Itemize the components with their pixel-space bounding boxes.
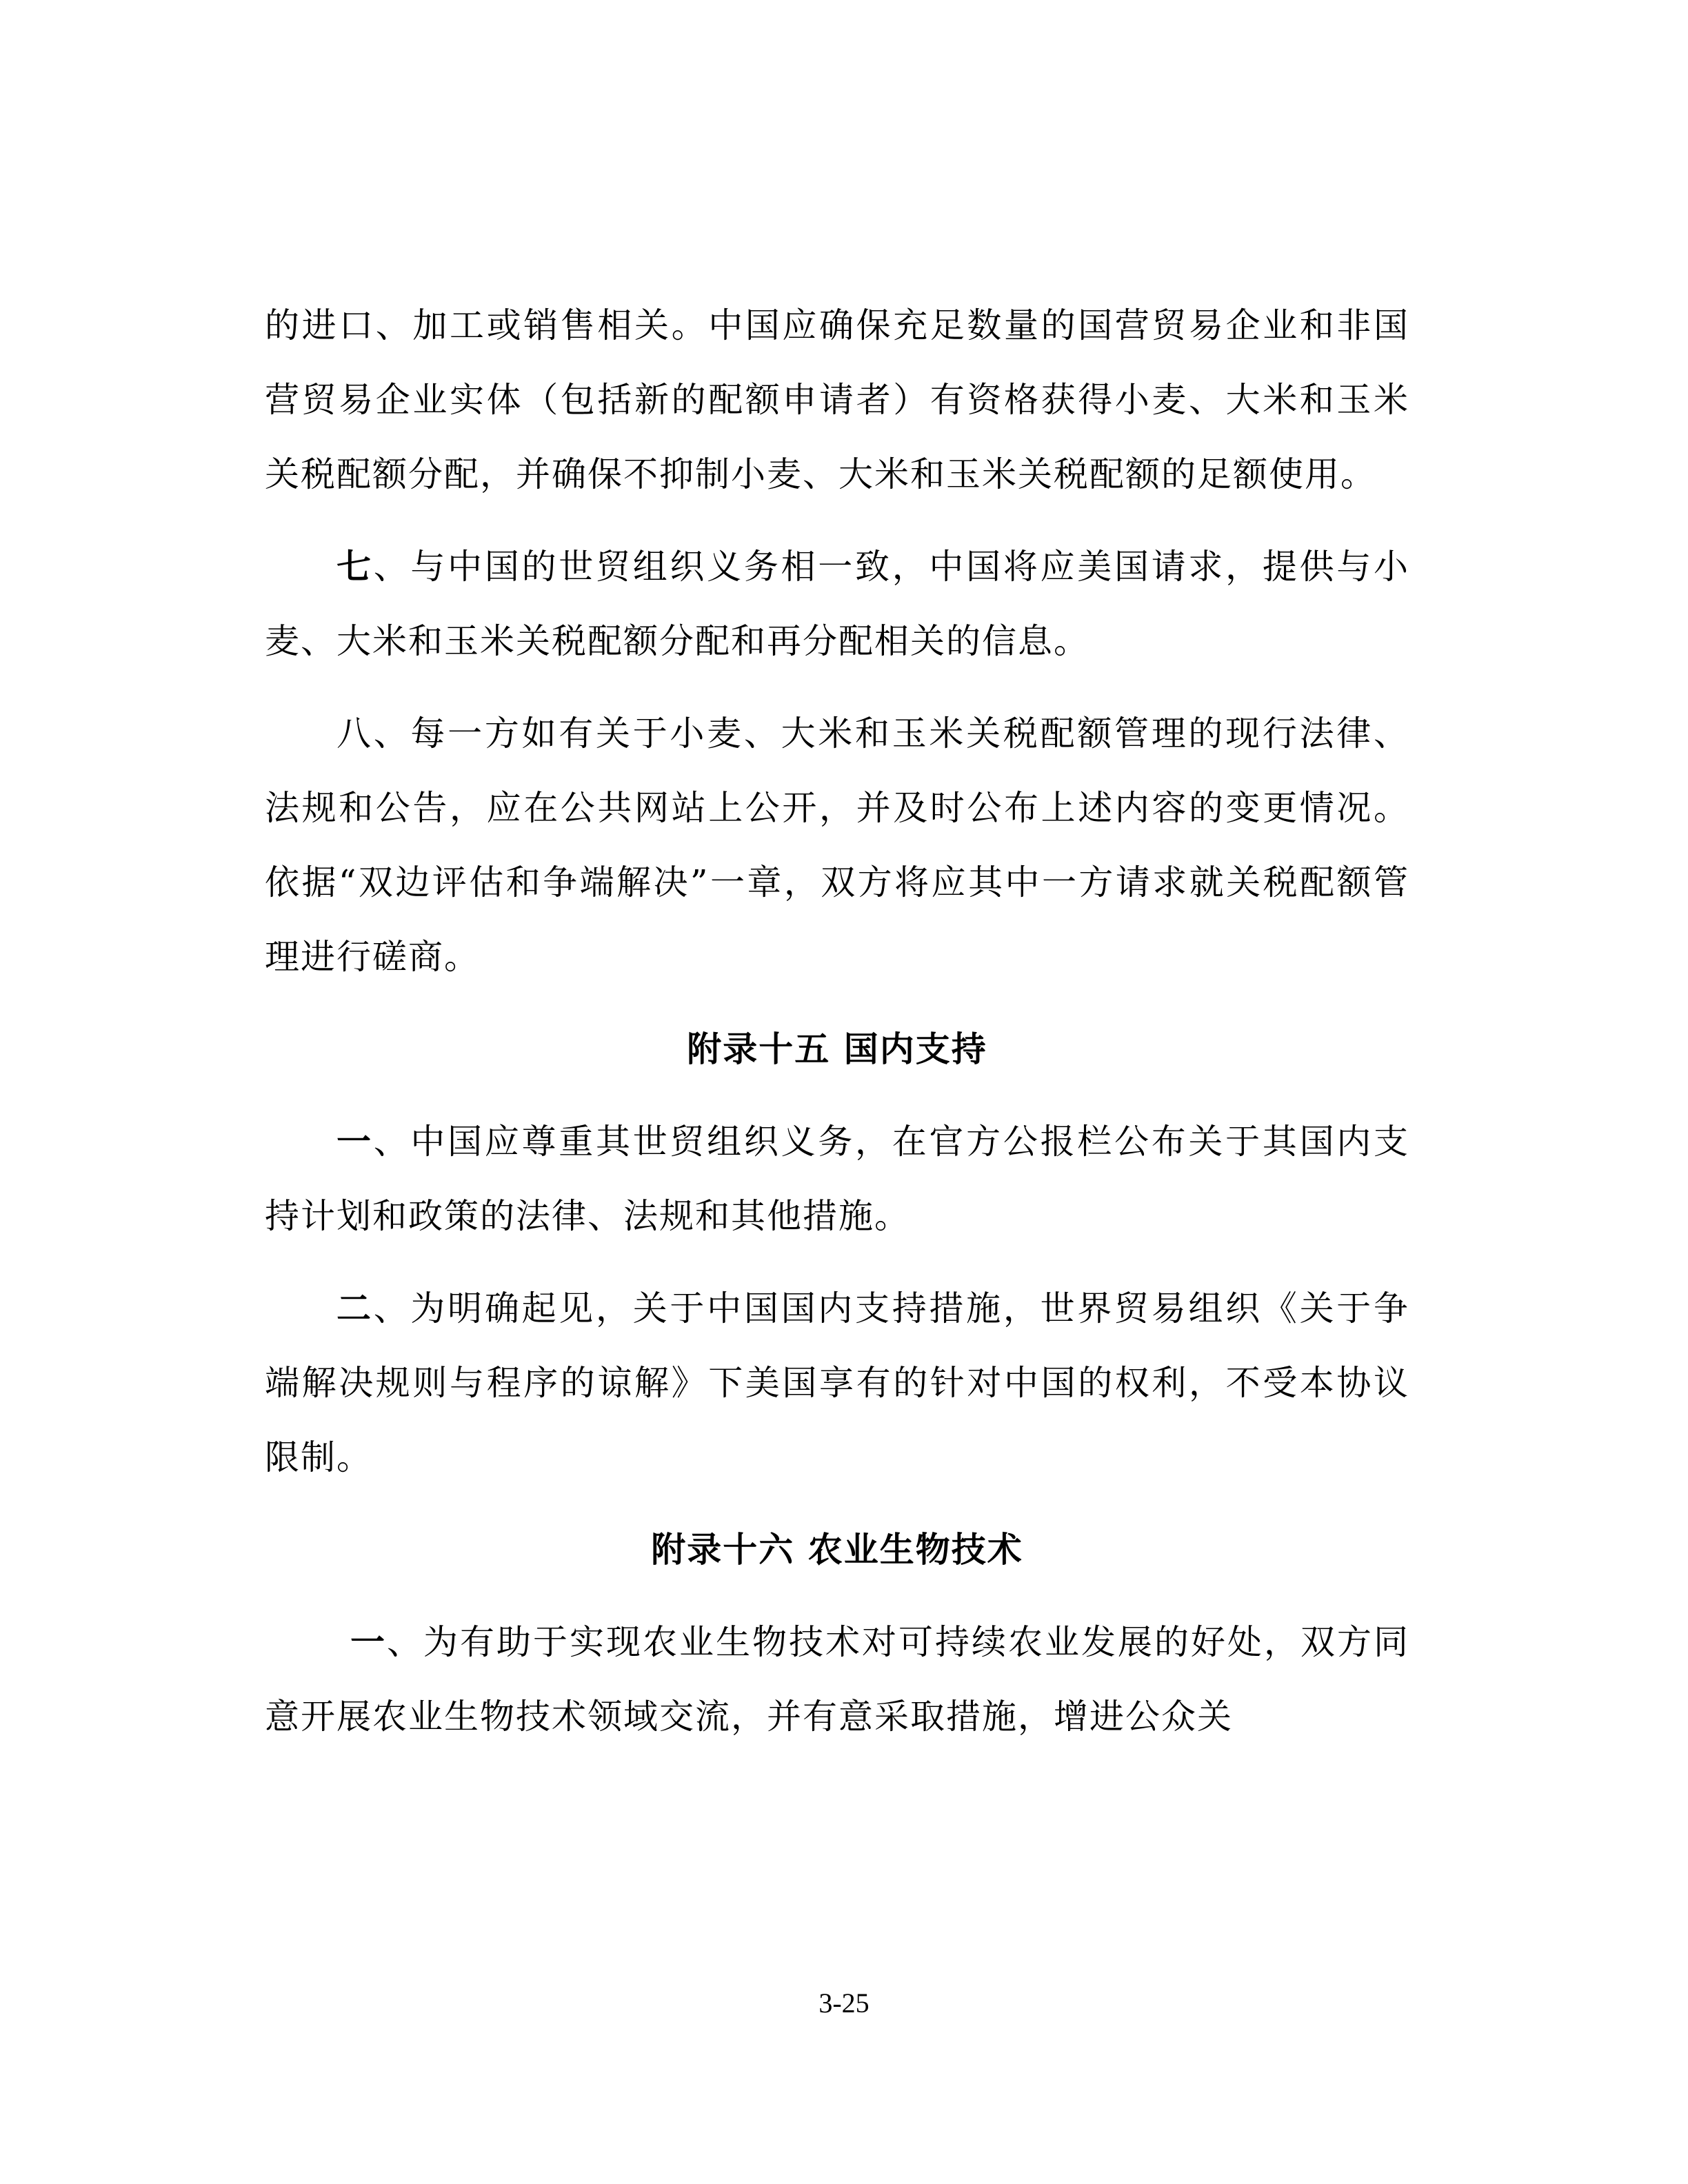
paragraph-number: 二	[336, 1288, 374, 1328]
appendix-15-heading: 附录十五 国内支持	[687, 1029, 987, 1069]
appendix-16-paragraph-one	[265, 1605, 1409, 1754]
appendix-15-paragraph-two	[265, 1271, 1409, 1495]
paragraph-text: 八、每一方如有关于小麦、大米和玉米关税配额管理的现行法律、法规和公告，应在公共网站上公开，并及时公布上述内容的变更情况。依据“双边评估和争端解决”一章，双方将应其中一方请求就关税配额管理进行磋商。	[265, 714, 1409, 977]
paragraph-seven	[265, 529, 1409, 678]
appendix-15-paragraph-one	[265, 1104, 1409, 1253]
paragraph-text: 、中国应尊重其世贸组织义务，在官方公报栏公布关于其国内支持计划和政策的法律、法规和其他措施。	[265, 1122, 1410, 1236]
appendix-16-heading: 附录十六 农业生物技术	[651, 1529, 1023, 1570]
paragraph-text: 的进口、加工或销售相关。中国应确保充足数量的国营贸易企业和非国营贸易企业实体（包括新的配额申请者）有资格获得小麦、大米和玉米关税配额分配，并确保不抑制小麦、大米和玉米关税配额的足额使用。	[265, 305, 1409, 494]
document-body	[265, 288, 1409, 1772]
paragraph-number: 一	[350, 1621, 387, 1662]
paragraph-number: 七	[336, 546, 374, 587]
paragraph-text: 、为有助于实现农业生物技术对可持续农业发展的好处，双方同意开展农业生物技术领域交流，并有意采取措施，增进公众关	[265, 1622, 1409, 1737]
paragraph-eight	[265, 696, 1409, 994]
paragraph-continuation	[265, 288, 1409, 512]
paragraph-number: 一	[336, 1121, 374, 1162]
paragraph-text: 、为明确起见，关于中国国内支持措施，世界贸易组织《关于争端解决规则与程序的谅解》下美国享有的针对中国的权利，不受本协议限制。	[265, 1288, 1410, 1477]
page-number: 3-25	[818, 1988, 870, 2019]
paragraph-text: 、与中国的世贸组织义务相一致，中国将应美国请求，提供与小麦、大米和玉米关税配额分配和再分配相关的信息。	[265, 547, 1410, 661]
